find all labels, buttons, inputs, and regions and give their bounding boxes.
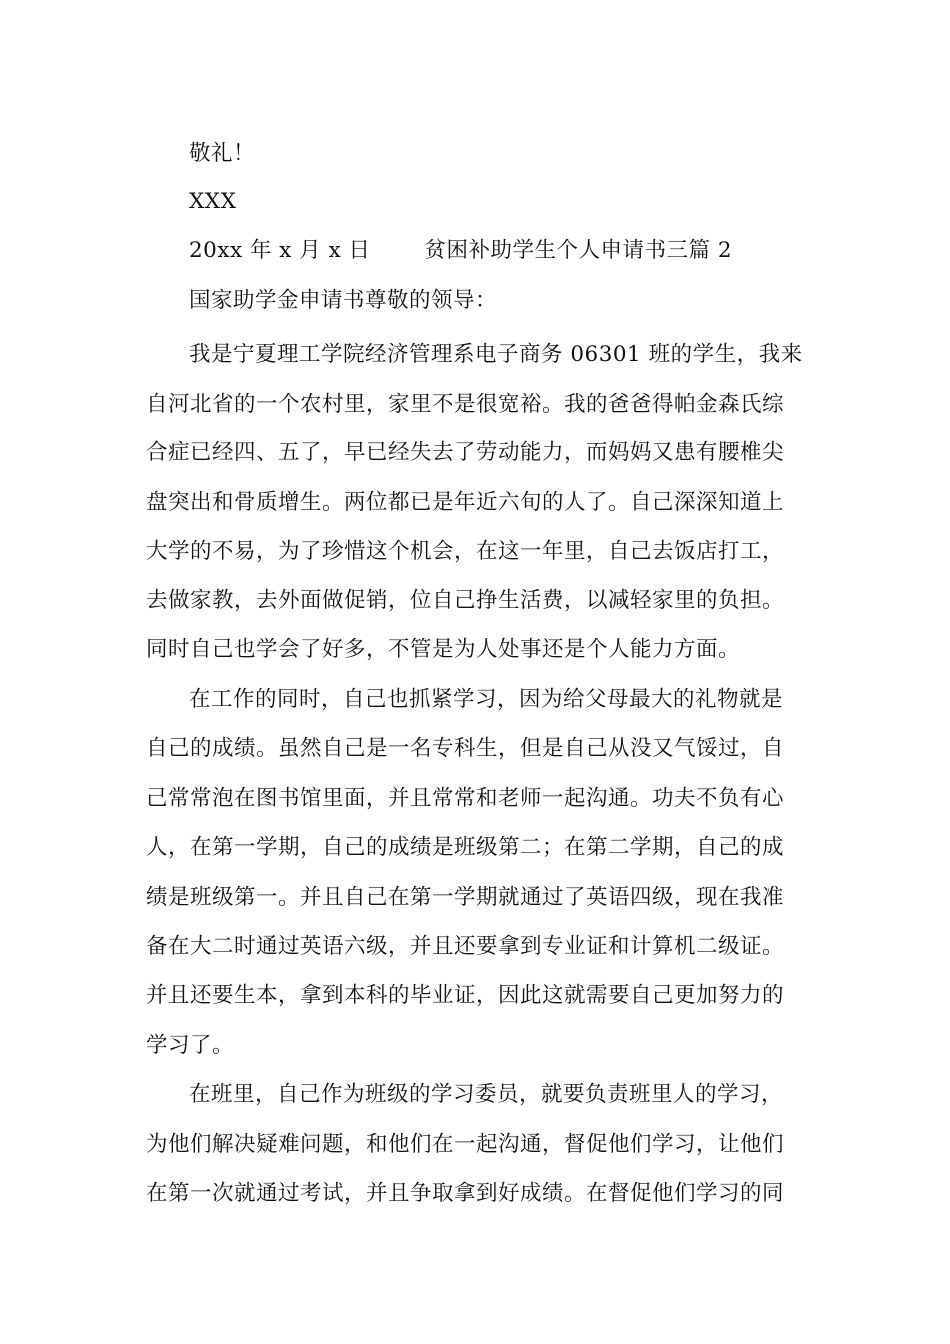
paragraph-line: 在工作的同时，自己也抓紧学习，因为给父母最大的礼物就是	[189, 687, 784, 712]
date: 20xx 年 x 月 x 日	[189, 238, 371, 263]
paragraph-line: 绩是班级第一。并且自己在第一学期就通过了英语四级，现在我准	[146, 885, 785, 910]
paragraph-line: 盘突出和骨质增生。两位都已是年近六旬的人了。自己深深知道上	[146, 490, 785, 515]
paragraph-line: 去做家教，去外面做促销，位自己挣生活费，以减轻家里的负担。	[146, 588, 785, 613]
paragraph-line: 在班里，自己作为班级的学习委员，就要负责班里人的学习，	[189, 1082, 784, 1107]
paragraph-line: 备在大二时通过英语六级，并且还要拿到专业证和计算机二级证。	[146, 934, 785, 959]
paragraph-line: 在第一次就通过考试，并且争取拿到好成绩。在督促他们学习的同	[146, 1181, 785, 1206]
paragraph-line: 自己的成绩。虽然自己是一名专科生，但是自己从没又气馁过，自	[146, 736, 785, 761]
paragraph-line: 并且还要生本，拿到本科的毕业证，因此这就需要自己更加努力的	[146, 983, 785, 1008]
paragraph-line: 人，在第一学期，自己的成绩是班级第二；在第二学期，自己的成	[146, 835, 785, 860]
closing-salutation: 敬礼！	[189, 141, 256, 166]
paragraph-line: 自河北省的一个农村里，家里不是很宽裕。我的爸爸得帕金森氏综	[146, 392, 785, 417]
date-title-line	[189, 237, 869, 265]
paragraph-line: 学习了。	[146, 1033, 235, 1058]
paragraph-line: 为他们解决疑难问题，和他们在一起沟通，督促他们学习，让他们	[146, 1132, 785, 1157]
paragraph-line: 合症已经四、五了，早已经失去了劳动能力，而妈妈又患有腰椎尖	[146, 440, 785, 465]
letter-heading: 国家助学金申请书尊敬的领导：	[189, 288, 498, 313]
signature: XXX	[189, 189, 237, 214]
paragraph-line: 我是宁夏理工学院经济管理系电子商务 06301 班的学生，我来	[189, 342, 803, 367]
paragraph-line: 大学的不易，为了珍惜这个机会，在这一年里，自己去饭店打工，	[146, 539, 785, 564]
next-letter-title: 贫困补助学生个人申请书三篇 2	[424, 238, 733, 263]
paragraph-line: 己常常泡在图书馆里面，并且常常和老师一起沟通。功夫不负有心	[146, 786, 785, 811]
paragraph-line: 同时自己也学会了好多，不管是为人处事还是个人能力方面。	[146, 637, 741, 662]
